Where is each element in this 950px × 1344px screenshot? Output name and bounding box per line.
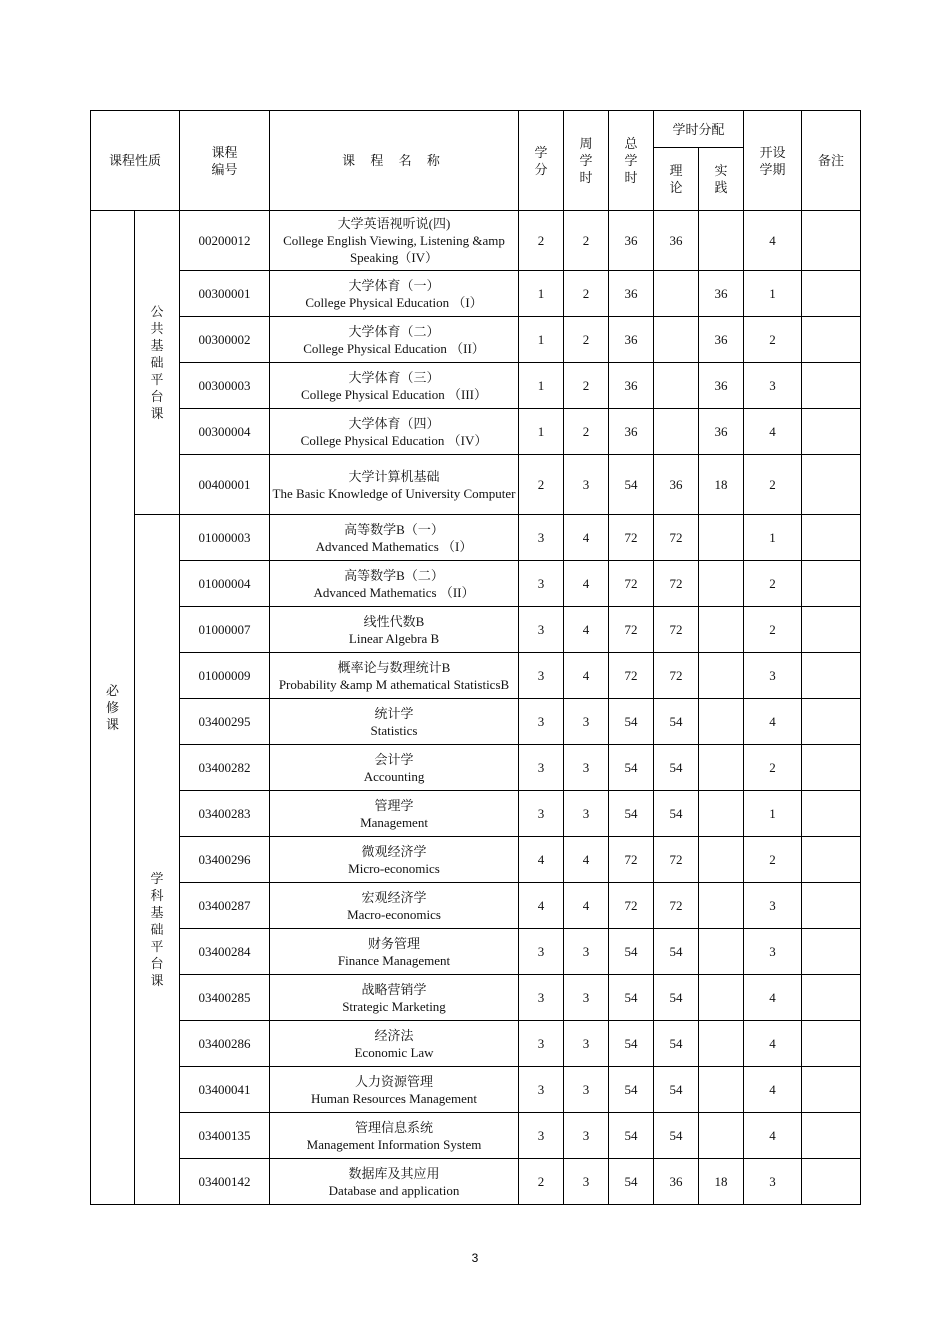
- course-practice-hours: [699, 1067, 744, 1113]
- course-weekly-hours: 3: [564, 1113, 609, 1159]
- course-practice-hours: [699, 837, 744, 883]
- course-total-hours: 54: [609, 1021, 654, 1067]
- course-theory-hours: [654, 271, 699, 317]
- course-credits: 1: [519, 409, 564, 455]
- course-weekly-hours: 2: [564, 211, 609, 271]
- header-weekly-hours: 周学时: [564, 111, 609, 211]
- course-name-en: Economic Law: [354, 1044, 434, 1060]
- course-semester: 2: [744, 607, 802, 653]
- course-name-cn: 会计学: [374, 751, 414, 767]
- course-semester: 1: [744, 515, 802, 561]
- course-semester: 3: [744, 929, 802, 975]
- course-code: 00300001: [180, 271, 270, 317]
- course-semester: 4: [744, 975, 802, 1021]
- course-semester: 4: [744, 1067, 802, 1113]
- course-code: 03400285: [180, 975, 270, 1021]
- course-name: [270, 699, 519, 745]
- course-total-hours: 54: [609, 1159, 654, 1205]
- table-row: [91, 929, 861, 975]
- course-credits: 1: [519, 271, 564, 317]
- header-course-code: 课程 编号: [180, 111, 270, 211]
- course-table: [90, 110, 861, 1205]
- course-weekly-hours: 2: [564, 409, 609, 455]
- course-practice-hours: [699, 607, 744, 653]
- course-remarks: [802, 271, 861, 317]
- course-remarks: [802, 455, 861, 515]
- course-remarks: [802, 1159, 861, 1205]
- course-weekly-hours: 2: [564, 317, 609, 363]
- course-semester: 4: [744, 211, 802, 271]
- course-remarks: [802, 929, 861, 975]
- course-practice-hours: 36: [699, 271, 744, 317]
- course-name-cn: 大学计算机基础: [348, 468, 440, 484]
- course-name: [270, 1021, 519, 1067]
- course-practice-hours: 18: [699, 1159, 744, 1205]
- course-code: 03400041: [180, 1067, 270, 1113]
- course-semester: 3: [744, 1159, 802, 1205]
- course-name-cn: 经济法: [374, 1027, 414, 1043]
- course-name-cn: 大学体育（四）: [348, 415, 440, 431]
- course-code: 03400286: [180, 1021, 270, 1067]
- course-semester: 2: [744, 317, 802, 363]
- course-theory-hours: 72: [654, 607, 699, 653]
- course-remarks: [802, 317, 861, 363]
- course-code: 00300002: [180, 317, 270, 363]
- course-theory-hours: [654, 363, 699, 409]
- course-name: [270, 271, 519, 317]
- course-semester: 3: [744, 653, 802, 699]
- course-practice-hours: 18: [699, 455, 744, 515]
- course-total-hours: 36: [609, 271, 654, 317]
- course-credits: 3: [519, 515, 564, 561]
- course-name-cn: 高等数学B（二）: [344, 567, 444, 583]
- course-weekly-hours: 4: [564, 515, 609, 561]
- course-name: [270, 409, 519, 455]
- header-practice: 实践: [699, 148, 744, 211]
- course-name-cn: 管理信息系统: [355, 1119, 434, 1135]
- course-weekly-hours: 4: [564, 653, 609, 699]
- course-practice-hours: [699, 1113, 744, 1159]
- course-name-cn: 大学体育（一）: [348, 277, 440, 293]
- course-theory-hours: 54: [654, 745, 699, 791]
- course-weekly-hours: 3: [564, 699, 609, 745]
- course-practice-hours: [699, 653, 744, 699]
- course-credits: 3: [519, 653, 564, 699]
- course-weekly-hours: 3: [564, 929, 609, 975]
- course-weekly-hours: 3: [564, 1067, 609, 1113]
- course-credits: 3: [519, 1067, 564, 1113]
- course-practice-hours: 36: [699, 363, 744, 409]
- course-weekly-hours: 3: [564, 975, 609, 1021]
- course-semester: 1: [744, 791, 802, 837]
- course-theory-hours: 72: [654, 515, 699, 561]
- course-name-en: Strategic Marketing: [342, 998, 446, 1014]
- course-total-hours: 72: [609, 883, 654, 929]
- course-weekly-hours: 2: [564, 363, 609, 409]
- course-weekly-hours: 4: [564, 883, 609, 929]
- course-weekly-hours: 3: [564, 745, 609, 791]
- course-remarks: [802, 791, 861, 837]
- course-remarks: [802, 653, 861, 699]
- course-name-en: College Physical Education （II）: [303, 340, 485, 356]
- course-semester: 2: [744, 561, 802, 607]
- course-weekly-hours: 3: [564, 791, 609, 837]
- course-total-hours: 54: [609, 1113, 654, 1159]
- course-total-hours: 72: [609, 515, 654, 561]
- course-weekly-hours: 4: [564, 561, 609, 607]
- course-credits: 4: [519, 837, 564, 883]
- course-name-cn: 财务管理: [368, 935, 421, 951]
- course-semester: 1: [744, 271, 802, 317]
- course-theory-hours: 72: [654, 653, 699, 699]
- course-code: 00400001: [180, 455, 270, 515]
- course-name-cn: 线性代数B: [363, 613, 425, 629]
- course-remarks: [802, 837, 861, 883]
- table-row: [91, 975, 861, 1021]
- table-row: [91, 653, 861, 699]
- table-row: [91, 837, 861, 883]
- course-semester: 4: [744, 409, 802, 455]
- course-theory-hours: 36: [654, 1159, 699, 1205]
- course-credits: 2: [519, 455, 564, 515]
- course-weekly-hours: 2: [564, 271, 609, 317]
- course-remarks: [802, 1067, 861, 1113]
- course-total-hours: 72: [609, 653, 654, 699]
- table-row: [91, 883, 861, 929]
- course-code: 03400287: [180, 883, 270, 929]
- course-semester: 4: [744, 699, 802, 745]
- course-code: 03400282: [180, 745, 270, 791]
- course-code: 00300004: [180, 409, 270, 455]
- course-name: [270, 745, 519, 791]
- course-name: [270, 883, 519, 929]
- course-remarks: [802, 409, 861, 455]
- course-name-cn: 概率论与数理统计B: [337, 659, 451, 675]
- course-name-cn: 大学体育（二）: [348, 323, 440, 339]
- course-name-cn: 大学体育（三）: [348, 369, 440, 385]
- course-semester: 4: [744, 1113, 802, 1159]
- course-total-hours: 54: [609, 699, 654, 745]
- course-remarks: [802, 883, 861, 929]
- course-code: 00300003: [180, 363, 270, 409]
- course-name-en: Linear Algebra B: [348, 630, 440, 646]
- course-name-en: Management: [360, 814, 428, 830]
- course-name: [270, 837, 519, 883]
- course-remarks: [802, 1021, 861, 1067]
- course-theory-hours: 54: [654, 1067, 699, 1113]
- course-theory-hours: 72: [654, 837, 699, 883]
- course-total-hours: 36: [609, 317, 654, 363]
- course-name: [270, 561, 519, 607]
- course-name-en: Human Resources Management: [310, 1090, 478, 1106]
- course-code: 03400142: [180, 1159, 270, 1205]
- course-total-hours: 54: [609, 1067, 654, 1113]
- course-total-hours: 54: [609, 455, 654, 515]
- course-theory-hours: 36: [654, 211, 699, 271]
- table-row: [91, 455, 861, 515]
- course-credits: 1: [519, 363, 564, 409]
- course-semester: 2: [744, 745, 802, 791]
- header-semester: 开设学期: [744, 111, 802, 211]
- course-total-hours: 72: [609, 837, 654, 883]
- header-hours-distribution: 学时分配: [654, 111, 744, 148]
- course-credits: 3: [519, 1113, 564, 1159]
- table-row: [91, 791, 861, 837]
- course-name-en: Macro-economics: [347, 906, 441, 922]
- course-code: 03400135: [180, 1113, 270, 1159]
- category-public-platform: 公共基础平台课: [135, 211, 180, 515]
- course-practice-hours: [699, 699, 744, 745]
- header-course-type: 课程性质: [91, 111, 180, 211]
- course-name-en: Accounting: [363, 768, 425, 784]
- course-name: [270, 929, 519, 975]
- course-semester: 4: [744, 1021, 802, 1067]
- course-name-cn: 数据库及其应用: [348, 1165, 440, 1181]
- course-remarks: [802, 745, 861, 791]
- course-name: [270, 791, 519, 837]
- course-name-cn: 管理学: [374, 797, 414, 813]
- course-code: 03400296: [180, 837, 270, 883]
- course-name-en: College English Viewing, Listening &amp Speaking（IV）: [283, 233, 505, 265]
- course-name: [270, 607, 519, 653]
- course-name-en: Micro-economics: [348, 860, 440, 876]
- course-semester: 2: [744, 455, 802, 515]
- course-semester: 3: [744, 363, 802, 409]
- course-total-hours: 72: [609, 607, 654, 653]
- course-theory-hours: 54: [654, 929, 699, 975]
- course-code: 01000003: [180, 515, 270, 561]
- course-code: 03400295: [180, 699, 270, 745]
- course-credits: 3: [519, 975, 564, 1021]
- course-code: 03400284: [180, 929, 270, 975]
- course-theory-hours: 54: [654, 975, 699, 1021]
- course-name-cn: 高等数学B（一）: [344, 521, 444, 537]
- course-name: [270, 455, 519, 515]
- course-name-cn: 统计学: [374, 705, 414, 721]
- course-total-hours: 36: [609, 211, 654, 271]
- course-name-cn: 宏观经济学: [361, 889, 427, 905]
- course-practice-hours: [699, 561, 744, 607]
- table-row: [91, 1067, 861, 1113]
- course-remarks: [802, 561, 861, 607]
- course-theory-hours: [654, 409, 699, 455]
- course-credits: 2: [519, 211, 564, 271]
- course-theory-hours: 72: [654, 883, 699, 929]
- course-name-en: College Physical Education （IV）: [300, 432, 488, 448]
- course-remarks: [802, 699, 861, 745]
- table-row: [91, 317, 861, 363]
- course-name: [270, 515, 519, 561]
- course-total-hours: 72: [609, 561, 654, 607]
- course-theory-hours: [654, 317, 699, 363]
- course-remarks: [802, 975, 861, 1021]
- course-weekly-hours: 4: [564, 837, 609, 883]
- course-semester: 3: [744, 883, 802, 929]
- table-row: [91, 699, 861, 745]
- course-name-cn: 大学英语视听说(四): [337, 216, 451, 231]
- header-remarks: 备注: [802, 111, 861, 211]
- course-name-en: Advanced Mathematics （II）: [313, 584, 475, 600]
- course-credits: 3: [519, 929, 564, 975]
- course-name-en: College Physical Education （III）: [301, 386, 487, 402]
- header-course-name: 课 程 名 称: [270, 111, 519, 211]
- course-name-en: Advanced Mathematics （I）: [315, 538, 473, 554]
- course-name-cn: 战略营销学: [361, 981, 427, 997]
- table-row: [91, 607, 861, 653]
- course-credits: 3: [519, 1021, 564, 1067]
- course-practice-hours: [699, 791, 744, 837]
- course-practice-hours: [699, 929, 744, 975]
- course-weekly-hours: 3: [564, 1159, 609, 1205]
- course-total-hours: 54: [609, 745, 654, 791]
- course-remarks: [802, 363, 861, 409]
- table-row: [91, 745, 861, 791]
- table-row: [91, 515, 861, 561]
- course-name: [270, 211, 519, 271]
- course-name-en: Probability &amp M athematical StatisticsB: [278, 676, 510, 692]
- course-code: 01000004: [180, 561, 270, 607]
- course-name-en: The Basic Knowledge of University Computer: [272, 485, 516, 501]
- course-name: [270, 317, 519, 363]
- table-row: [91, 1159, 861, 1205]
- course-credits: 2: [519, 1159, 564, 1205]
- header-total-hours: 总学时: [609, 111, 654, 211]
- course-name-cn: 微观经济学: [361, 843, 427, 859]
- course-total-hours: 36: [609, 409, 654, 455]
- course-weekly-hours: 4: [564, 607, 609, 653]
- course-credits: 3: [519, 607, 564, 653]
- course-total-hours: 36: [609, 363, 654, 409]
- table-row: [91, 409, 861, 455]
- course-practice-hours: [699, 1021, 744, 1067]
- table-row: [91, 211, 861, 271]
- table-row: [91, 1021, 861, 1067]
- page-number: 3: [471, 1251, 479, 1265]
- table-row: [91, 561, 861, 607]
- course-code: 01000007: [180, 607, 270, 653]
- course-practice-hours: [699, 211, 744, 271]
- course-code: 01000009: [180, 653, 270, 699]
- course-theory-hours: 54: [654, 699, 699, 745]
- course-theory-hours: 72: [654, 561, 699, 607]
- course-practice-hours: [699, 883, 744, 929]
- course-total-hours: 54: [609, 929, 654, 975]
- course-total-hours: 54: [609, 975, 654, 1021]
- course-theory-hours: 54: [654, 1113, 699, 1159]
- course-weekly-hours: 3: [564, 1021, 609, 1067]
- course-practice-hours: [699, 975, 744, 1021]
- course-practice-hours: [699, 745, 744, 791]
- course-code: 03400283: [180, 791, 270, 837]
- course-name: [270, 1067, 519, 1113]
- course-code: 00200012: [180, 211, 270, 271]
- table-row: [91, 1113, 861, 1159]
- course-credits: 3: [519, 791, 564, 837]
- course-name-en: College Physical Education （I）: [305, 294, 483, 310]
- course-name: [270, 1159, 519, 1205]
- header-theory: 理论: [654, 148, 699, 211]
- course-practice-hours: [699, 515, 744, 561]
- course-semester: 2: [744, 837, 802, 883]
- table-row: [91, 363, 861, 409]
- course-theory-hours: 54: [654, 791, 699, 837]
- course-name: [270, 975, 519, 1021]
- course-remarks: [802, 515, 861, 561]
- course-remarks: [802, 211, 861, 271]
- course-remarks: [802, 607, 861, 653]
- course-theory-hours: 36: [654, 455, 699, 515]
- course-remarks: [802, 1113, 861, 1159]
- course-name: [270, 653, 519, 699]
- category-discipline-platform: 学科基础平台课: [135, 515, 180, 1205]
- table-row: [91, 271, 861, 317]
- course-total-hours: 54: [609, 791, 654, 837]
- header-credits: 学分: [519, 111, 564, 211]
- course-name-en: Database and application: [328, 1182, 460, 1198]
- course-weekly-hours: 3: [564, 455, 609, 515]
- course-credits: 3: [519, 699, 564, 745]
- course-name-cn: 人力资源管理: [355, 1073, 434, 1089]
- category-required: 必修课: [91, 211, 135, 1205]
- course-credits: 1: [519, 317, 564, 363]
- course-name-en: Management Information System: [306, 1136, 482, 1152]
- course-practice-hours: 36: [699, 317, 744, 363]
- course-credits: 3: [519, 561, 564, 607]
- course-credits: 4: [519, 883, 564, 929]
- course-name-en: Statistics: [370, 722, 418, 738]
- course-name-en: Finance Management: [337, 952, 451, 968]
- course-practice-hours: 36: [699, 409, 744, 455]
- course-name: [270, 1113, 519, 1159]
- course-credits: 3: [519, 745, 564, 791]
- course-theory-hours: 54: [654, 1021, 699, 1067]
- course-name: [270, 363, 519, 409]
